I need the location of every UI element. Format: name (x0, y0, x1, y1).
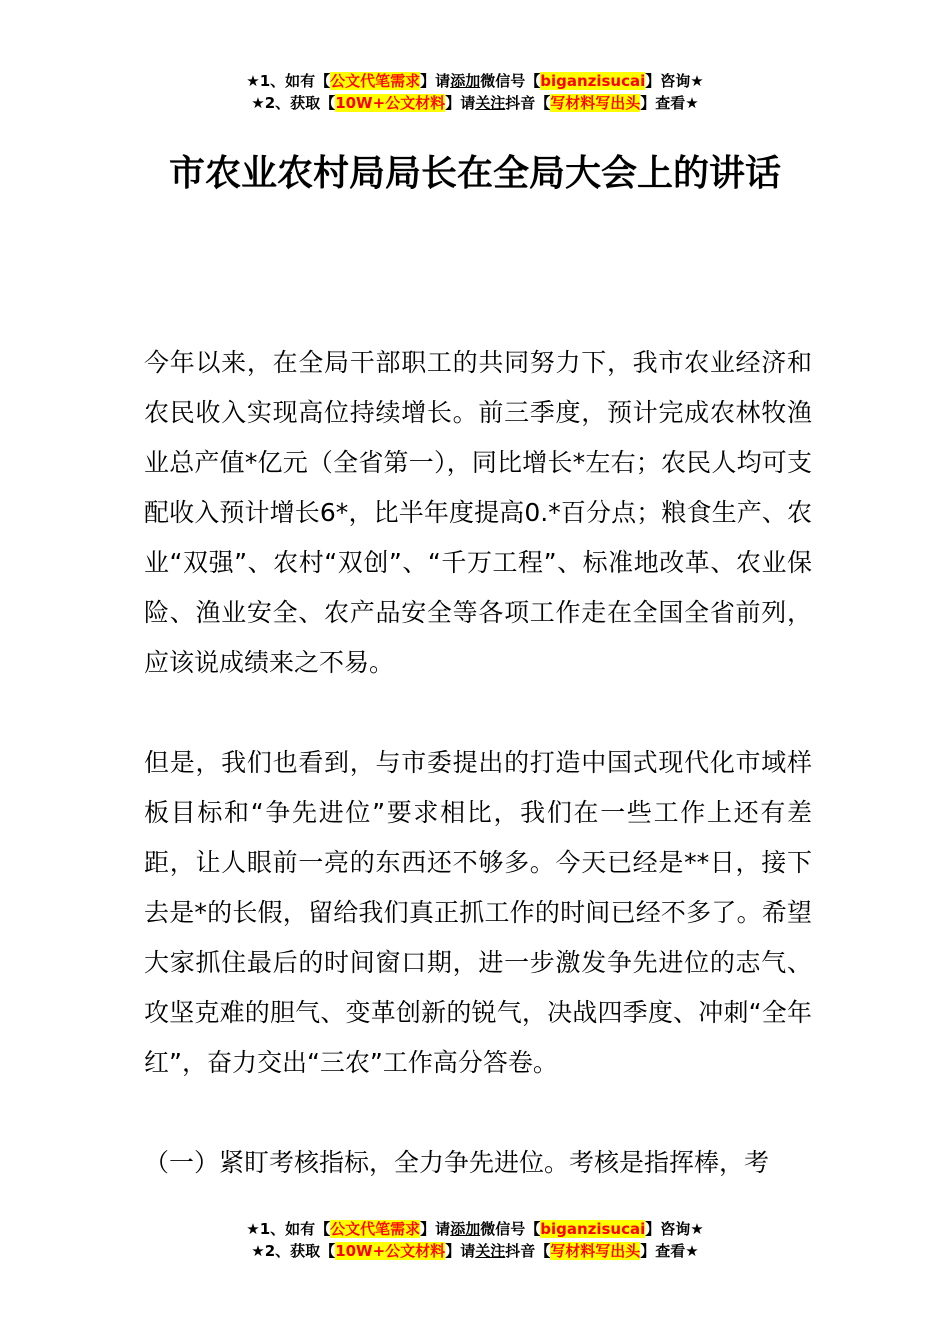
promo-line-1 (0, 1218, 950, 1240)
promo-text: ★2、获取【 (251, 1242, 336, 1260)
promo-underline: 关注 (475, 94, 506, 112)
promo-text: 】查看★ (640, 1242, 699, 1260)
promo-underline: 关注 (475, 1242, 506, 1260)
promo-text: ★1、如有【 (246, 72, 331, 90)
promo-footer (0, 1218, 950, 1262)
document-title: 市农业农村局局长在全局大会上的讲话 (168, 153, 781, 194)
promo-text: ★2、获取【 (251, 94, 336, 112)
promo-underline: 添加 (450, 72, 481, 90)
promo-line-1 (0, 70, 950, 92)
promo-highlight: 公文代笔需求 (330, 72, 421, 90)
promo-text: 】查看★ (640, 94, 699, 112)
paragraph: 但是，我们也看到，与市委提出的打造中国式现代化市域样板目标和“争先进位”要求相比，我们在一些工作上还有差距，让人眼前一亮的东西还不够多。今天已经是**日，接下去是*的长假，留给我们真正抓工作的时间已经不多了。希望大家抓住最后的时间窗口期，进一步激发争先进位的志气、攻坚克难的胆气、变革创新的锐气，决战四季度、冲刺“全年红”，奋力交出“三农”工作高分答卷。 (144, 748, 812, 1077)
promo-underline: 添加 (450, 1220, 481, 1238)
promo-wechat-id: biganzisucai (540, 1220, 646, 1238)
promo-line-2 (0, 1240, 950, 1262)
promo-text: ★1、如有【 (246, 1220, 331, 1238)
promo-text: 】咨询★ (645, 1220, 704, 1238)
promo-text: 】请 (420, 1220, 451, 1238)
promo-text: 抖音【 (505, 1242, 551, 1260)
promo-text: 抖音【 (505, 94, 551, 112)
promo-text: 】请 (445, 1242, 476, 1260)
promo-highlight: 10W+公文材料 (335, 1242, 446, 1260)
promo-header (0, 70, 950, 114)
promo-douyin-id: 写材料写出头 (550, 94, 641, 112)
promo-text: 】咨询★ (645, 72, 704, 90)
document-body (144, 338, 812, 1238)
promo-text: 】请 (420, 72, 451, 90)
promo-text: 】请 (445, 94, 476, 112)
promo-highlight: 公文代笔需求 (330, 1220, 421, 1238)
promo-line-2 (0, 92, 950, 114)
promo-text: 微信号【 (480, 1220, 541, 1238)
paragraph: 今年以来，在全局干部职工的共同努力下，我市农业经济和农民收入实现高位持续增长。前三季度，预计完成农林牧渔业总产值*亿元（全省第一），同比增长*左右；农民人均可支配收入预计增长6*，比半年度提高0.*百分点；粮食生产、农业“双强”、农村“双创”、“千万工程”、标准地改革、农业保险、渔业安全、农产品安全等各项工作走在全国全省前列，应该说成绩来之不易。 (144, 348, 812, 677)
promo-douyin-id: 写材料写出头 (550, 1242, 641, 1260)
promo-text: 微信号【 (480, 72, 541, 90)
promo-wechat-id: biganzisucai (540, 72, 646, 90)
promo-highlight: 10W+公文材料 (335, 94, 446, 112)
paragraph: （一）紧盯考核指标，全力争先进位。考核是指挥棒，考 (144, 1148, 770, 1177)
